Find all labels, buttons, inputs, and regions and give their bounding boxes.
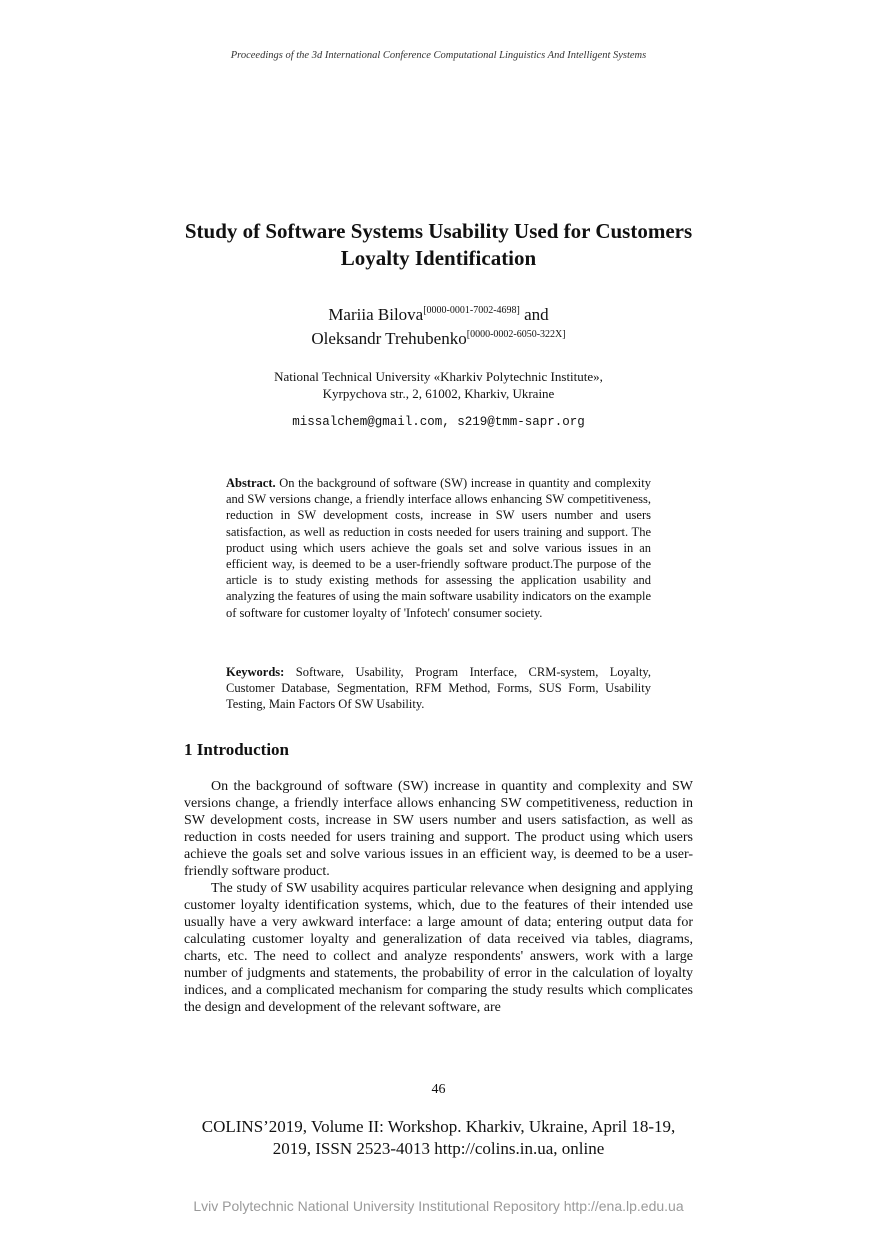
paper-title bbox=[120, 218, 757, 272]
author-list bbox=[120, 303, 757, 351]
conference-footer bbox=[160, 1116, 717, 1160]
page-number: 46 bbox=[431, 1082, 446, 1097]
author-1-name: Mariia Bilova bbox=[328, 305, 424, 324]
abstract-text: On the background of software (SW) increase in quantity and complexity and SW versions change, a friendly interface allows enhancing SW competitiveness, reduction in SW development costs, increase in SW users number and users satisfaction, as well as reduction in costs needed for users training and support. The product using which users achieve the goals set and solve various issues in an efficient way, is deemed to be a user-friendly software product.The purpose of the article is to study existing methods for assessing the application usability and analyzing the features of using the main software usability indicators on the example of software for customer loyalty of 'Infotech' consumer society. bbox=[226, 476, 651, 620]
footer-line-1: COLINS’2019, Volume II: Workshop. Kharkiv, Ukraine, April 18-19, bbox=[201, 1117, 676, 1136]
abstract bbox=[226, 475, 651, 621]
affiliation bbox=[120, 368, 757, 402]
keywords-label: Keywords: bbox=[226, 665, 285, 679]
author-conjunction: and bbox=[519, 305, 549, 324]
introduction-body bbox=[184, 778, 693, 1016]
author-emails: missalchem@gmail.com, s219@tmm-sapr.org bbox=[292, 415, 585, 429]
author-1-orcid: [0000-0001-7002-4698] bbox=[423, 305, 520, 316]
keywords-text: Software, Usability, Program Interface, CRM-system, Loyalty, Customer Database, Segmentation, RFM Method, Forms, SUS Form, Usability Testing, Main Factors Of SW Usability. bbox=[226, 665, 651, 712]
abstract-label: Abstract. bbox=[226, 476, 276, 490]
affiliation-line-1: National Technical University «Kharkiv Polytechnic Institute», bbox=[274, 369, 603, 384]
paragraph: The study of SW usability acquires particular relevance when designing and applying customer loyalty identification systems, which, due to the features of their intended use usually have a very awkward interface: a large amount of data; entering output data for calculating customer loyalty and generalization of data received via tables, diagrams, charts, etc. The need to collect and analyze respondents' answers, work with a large number of judgments and statements, the probability of error in the calculation of loyalty indices, and a complicated mechanism for comparing the study results which complicates the design and development of the relevant software, are bbox=[184, 881, 693, 1015]
keywords bbox=[226, 664, 651, 713]
paper-title-line-2: Loyalty Identification bbox=[340, 246, 537, 270]
author-line-2 bbox=[120, 327, 757, 351]
paper-title-line-1: Study of Software Systems Usability Used for Customers bbox=[184, 219, 693, 243]
section-heading-introduction: 1 Introduction bbox=[184, 740, 290, 759]
paragraph: On the background of software (SW) increase in quantity and complexity and SW versions change, a friendly interface allows enhancing SW competitiveness, reduction in SW development costs, increase in SW users number and users satisfaction, as well as reduction in costs needed for users training and support. The product using which users achieve the goals set and solve various issues in an efficient way, is deemed to be a user-friendly software product. bbox=[184, 779, 693, 879]
running-header: Proceedings of the 3d International Conference Computational Linguistics And Intelligent Systems bbox=[230, 50, 647, 61]
author-2-name: Oleksandr Trehubenko bbox=[311, 329, 467, 348]
author-2-orcid: [0000-0002-6050-322X] bbox=[466, 329, 566, 340]
author-line-1 bbox=[120, 303, 757, 327]
affiliation-line-2: Kyrpychova str., 2, 61002, Kharkiv, Ukraine bbox=[322, 386, 555, 401]
repository-watermark: Lviv Polytechnic National University Institutional Repository http://ena.lp.edu.ua bbox=[193, 1198, 684, 1214]
footer-line-2: 2019, ISSN 2523-4013 http://colins.in.ua, online bbox=[272, 1139, 605, 1158]
